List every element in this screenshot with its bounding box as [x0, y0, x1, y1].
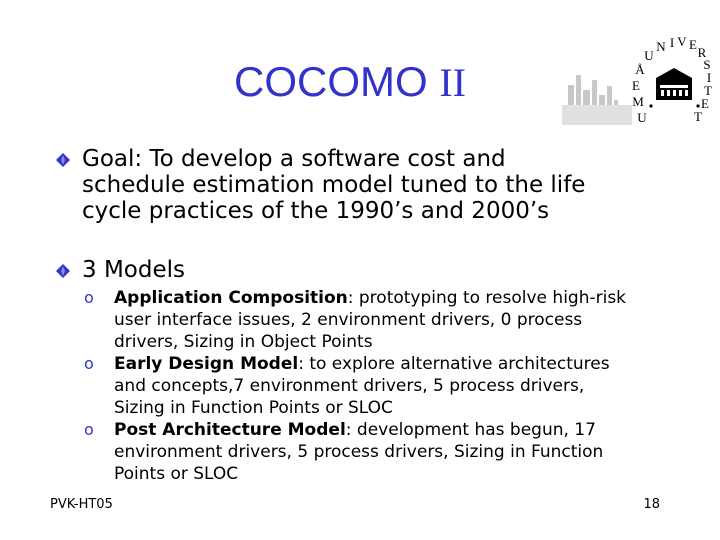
footer-course-code: PVK-HT05 [50, 497, 113, 512]
svg-text:I: I [706, 70, 712, 85]
sub-bullet-marker: o [84, 420, 94, 439]
bullet-models [52, 257, 652, 283]
svg-text:Å: Å [635, 62, 645, 77]
svg-text:E: E [632, 78, 640, 93]
sub-bullet-line: Points or SLOC [114, 464, 239, 484]
slide-title [180, 58, 520, 107]
sub-bullet-list [84, 287, 664, 485]
university-logo [560, 30, 710, 140]
footer-page-number: 18 [643, 497, 660, 512]
svg-text:T: T [694, 109, 702, 124]
sub-bullet-line: Sizing in Function Points or SLOC [114, 398, 393, 418]
logo-emblem [649, 68, 699, 108]
sub-bullet-line: user interface issues, 2 environment drivers, 0 process [114, 310, 583, 330]
sub-bullet-line: : prototyping to resolve high-risk [347, 288, 627, 308]
title-numeral: II [439, 60, 466, 105]
svg-text:I: I [669, 35, 675, 50]
sub-bullet-term: Application Composition [114, 288, 348, 308]
sub-bullet-term: Post Architecture Model [114, 420, 346, 440]
svg-text:E: E [689, 37, 697, 52]
bullet-goal-line: schedule estimation model tuned to the life [82, 172, 586, 198]
bullet-goal [52, 146, 652, 224]
sub-bullet-line: environment drivers, 5 process drivers, Sizing in Function [114, 442, 604, 462]
svg-text:V: V [677, 34, 687, 49]
svg-text:N: N [656, 39, 666, 54]
svg-text:M: M [632, 94, 644, 109]
svg-text:U: U [637, 110, 647, 125]
bullet-goal-text [82, 146, 652, 224]
sub-bullet-line: : to explore alternative architectures [298, 354, 610, 374]
svg-text:R: R [697, 45, 707, 60]
bullet-goal-line: cycle practices of the 1990’s and 2000’s [82, 198, 550, 224]
sub-bullet [84, 419, 664, 485]
sub-bullet-marker: o [84, 354, 94, 373]
sub-bullet-line: and concepts,7 environment drivers, 5 process drivers, [114, 376, 585, 396]
bullet-diamond-icon [56, 264, 70, 278]
svg-text:S: S [703, 57, 711, 72]
bullet-diamond-icon [56, 153, 70, 167]
sub-bullet-term: Early Design Model [114, 354, 299, 374]
title-main: COCOMO [234, 58, 428, 105]
bullet-models-text: 3 Models [82, 257, 185, 283]
sub-bullet-marker: o [84, 288, 94, 307]
sub-bullet [84, 287, 664, 353]
sub-bullet-line: : development has begun, 17 [345, 420, 596, 440]
svg-text:U: U [644, 48, 654, 63]
sub-bullet-line: drivers, Sizing in Object Points [114, 332, 373, 352]
svg-text:T: T [704, 83, 712, 98]
bullet-goal-line: Goal: To develop a software cost and [82, 146, 506, 172]
sub-bullet [84, 353, 664, 419]
svg-text:E: E [701, 96, 709, 111]
